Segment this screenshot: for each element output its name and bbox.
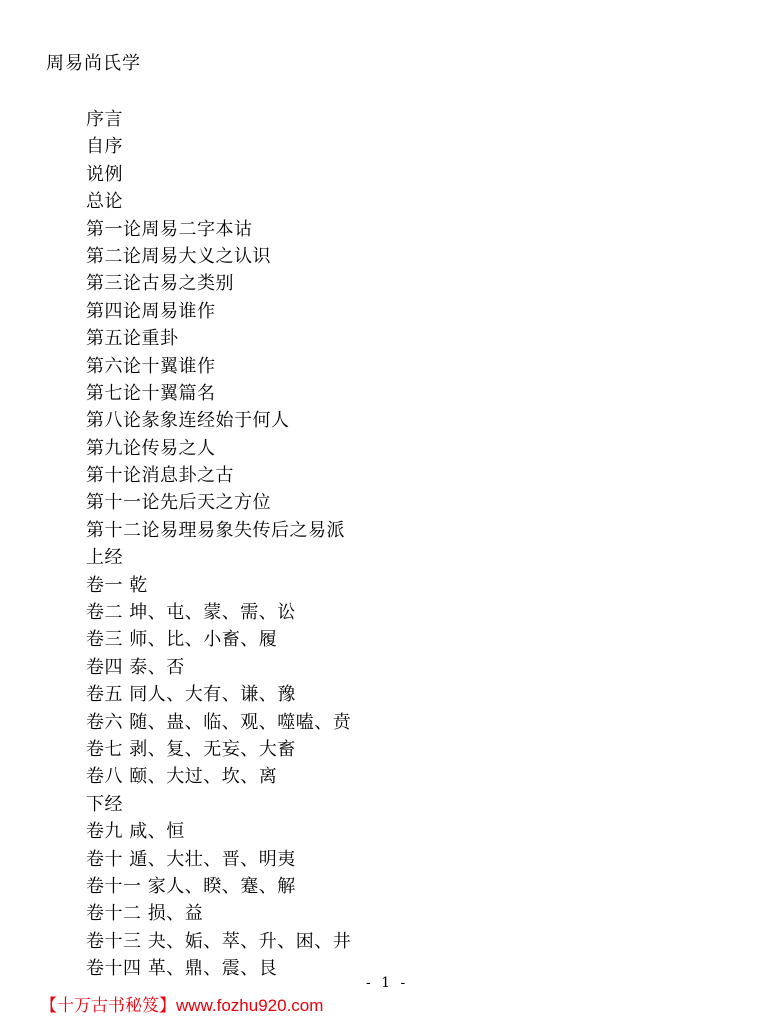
toc-item: 卷七 剥、复、无妄、大畜 (86, 738, 296, 760)
toc-item: 自序 (86, 136, 123, 158)
toc-item: 第七论十翼篇名 (86, 382, 216, 404)
toc-item: 卷十三 夬、姤、萃、升、困、井 (86, 930, 352, 952)
toc-item: 第二论周易大义之认识 (86, 245, 271, 267)
toc-item: 第一论周易二字本诂 (86, 218, 253, 240)
toc-item: 上经 (86, 547, 123, 569)
toc-item: 第九论传易之人 (86, 437, 216, 459)
toc-item: 卷五 同人、大有、谦、豫 (86, 684, 296, 706)
table-of-contents (86, 106, 351, 983)
toc-item: 序言 (86, 109, 123, 130)
toc-item: 第六论十翼谁作 (86, 355, 216, 377)
toc-item: 卷十一 家人、睽、蹇、解 (86, 875, 296, 897)
toc-item: 卷十四 革、鼎、震、艮 (86, 958, 278, 980)
toc-item: 卷十 遁、大壮、晋、明夷 (86, 848, 296, 870)
toc-item: 卷二 坤、屯、蒙、需、讼 (86, 602, 296, 624)
toc-item: 总论 (86, 191, 123, 213)
toc-item: 第三论古易之类别 (86, 273, 234, 295)
toc-item: 第十一论先后天之方位 (86, 492, 271, 514)
toc-item: 第八论彖象连经始于何人 (86, 410, 290, 432)
toc-item: 第十二论易理易象失传后之易派 (86, 519, 345, 541)
page-number: - 1 - (366, 975, 409, 991)
toc-item: 卷一 乾 (86, 574, 148, 596)
toc-item: 卷三 师、比、小畜、履 (86, 629, 278, 651)
toc-item: 卷九 咸、恒 (86, 821, 185, 843)
toc-item: 第五论重卦 (86, 328, 179, 350)
toc-item: 下经 (86, 793, 123, 815)
toc-item: 说例 (86, 163, 123, 185)
toc-item: 卷四 泰、否 (86, 656, 185, 678)
toc-item: 卷八 颐、大过、坎、离 (86, 766, 278, 788)
toc-item: 第四论周易谁作 (86, 300, 216, 322)
toc-item: 第十论消息卦之古 (86, 465, 234, 487)
toc-item: 卷十二 损、益 (86, 903, 204, 925)
watermark-link[interactable]: 【十万古书秘笈】www.fozhu920.com (40, 996, 324, 1015)
toc-item: 卷六 随、蛊、临、观、噬嗑、贲 (86, 711, 352, 733)
book-title: 周易尚氏学 (46, 53, 141, 74)
